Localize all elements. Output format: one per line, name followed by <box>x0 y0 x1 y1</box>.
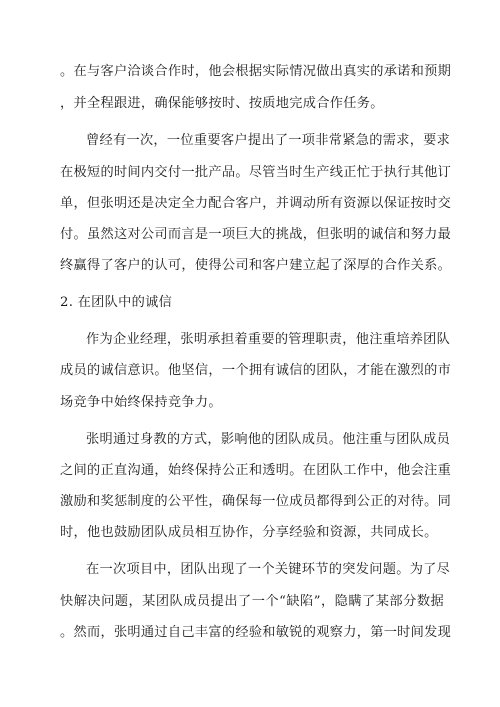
text-line: 时，他也鼓励团队成员相互协作，分享经验和资源，共同成长。 <box>60 525 438 540</box>
text-line: 终赢得了客户的认可，使得公司和客户建立起了深厚的合作关系。 <box>60 258 452 273</box>
text-line: 作为企业经理，张明承担着重要的管理职责，他注重培养团队 <box>86 332 451 347</box>
text-line: 快解决问题，某团队成员提出了一个“缺陷”，隐瞒了某部分数据 <box>60 594 444 609</box>
text-line: 单，但张明还是决定全力配合客户，并调动所有资源以保证按时交 <box>60 196 452 211</box>
text-line: 付。虽然这对公司而言是一项巨大的挑战，但张明的诚信和努力最 <box>60 227 452 242</box>
text-line: ，并全程跟进，确保能够按时、按质地完成合作任务。 <box>60 96 384 111</box>
text-line: 在一次项目中，团队出现了一个关键环节的突发问题。为了尽 <box>86 562 451 577</box>
text-line: 在极短的时间内交付一批产品。尽管当时生产线正忙于执行其他订 <box>60 165 452 180</box>
text-line: 曾经有一次，一位重要客户提出了一项非常紧急的需求，要求 <box>86 133 451 148</box>
text-line: 张明通过身教的方式，影响他的团队成员。他注重与团队成员 <box>86 432 451 447</box>
section-heading: 2. 在团队中的诚信 <box>60 295 173 310</box>
text-line: 之间的正直沟通，始终保持公正和透明。在团队工作中，他会注重 <box>60 463 452 478</box>
text-line: 激励和奖惩制度的公平性，确保每一位成员都得到公正的对待。同 <box>60 494 452 509</box>
text-line: 场竞争中始终保持竞争力。 <box>60 395 222 410</box>
text-line: 成员的诚信意识。他坚信，一个拥有诚信的团队，才能在激烈的市 <box>60 363 452 378</box>
text-line: 。在与客户洽谈合作时，他会根据实际情况做出真实的承诺和预期 <box>60 64 452 79</box>
text-line: 。然而，张明通过自己丰富的经验和敏锐的观察力，第一时间发现 <box>60 625 452 640</box>
